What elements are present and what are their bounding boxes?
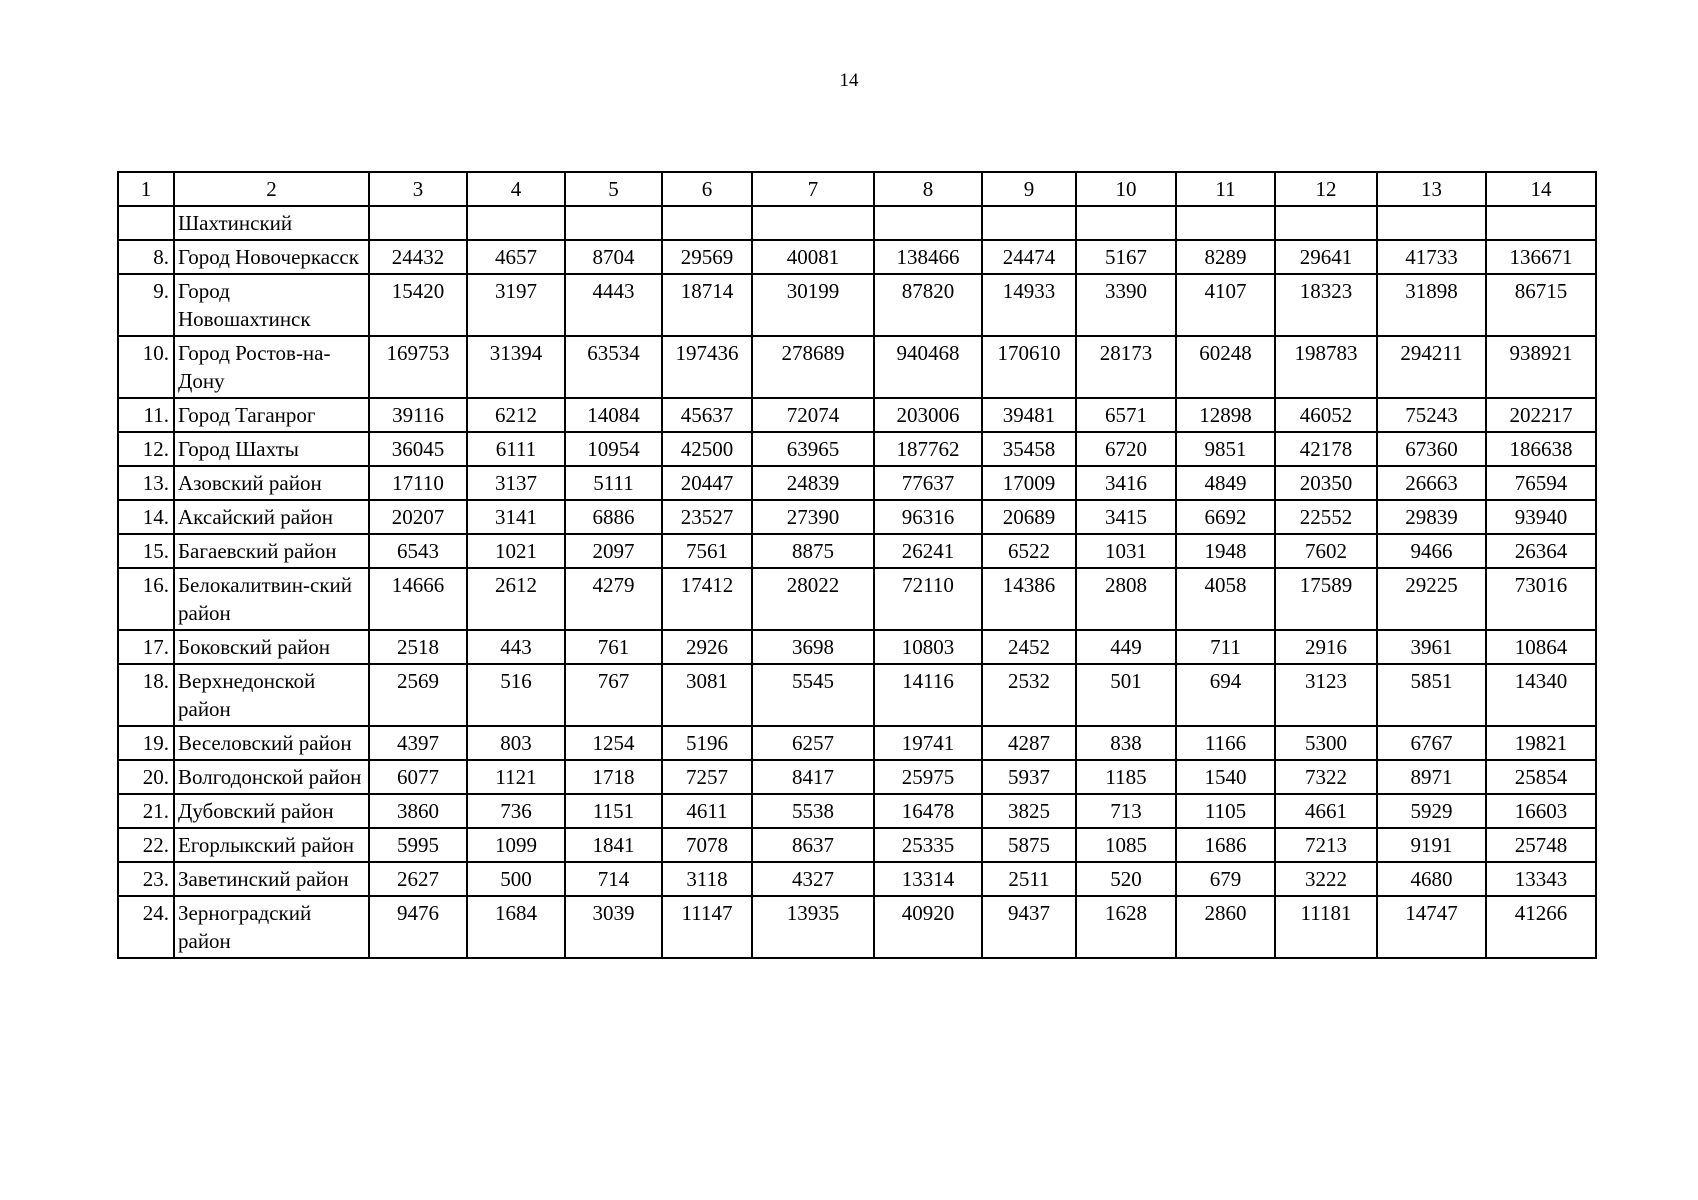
value-cell: 9466 [1377,534,1486,568]
value-cell: 136671 [1486,240,1596,274]
table-row [118,794,1596,828]
value-cell: 24432 [369,240,467,274]
value-cell: 6571 [1076,398,1176,432]
value-cell: 3961 [1377,630,1486,664]
value-cell: 294211 [1377,336,1486,398]
value-cell: 4657 [467,240,565,274]
value-cell: 39481 [982,398,1076,432]
value-cell: 4107 [1176,274,1275,336]
row-number: 22. [118,828,174,862]
header-cell: 12 [1275,172,1377,206]
value-cell: 18323 [1275,274,1377,336]
value-cell: 6543 [369,534,467,568]
value-cell: 7322 [1275,760,1377,794]
value-cell: 3390 [1076,274,1176,336]
header-cell: 14 [1486,172,1596,206]
value-cell [1076,206,1176,240]
value-cell: 501 [1076,664,1176,726]
header-cell: 2 [174,172,369,206]
value-cell: 7257 [662,760,752,794]
value-cell: 19821 [1486,726,1596,760]
value-cell: 3081 [662,664,752,726]
header-cell: 7 [752,172,874,206]
value-cell: 24474 [982,240,1076,274]
value-cell: 2627 [369,862,467,896]
value-cell [1486,206,1596,240]
table-row [118,398,1596,432]
header-cell: 4 [467,172,565,206]
value-cell: 3825 [982,794,1076,828]
value-cell: 9851 [1176,432,1275,466]
value-cell: 186638 [1486,432,1596,466]
value-cell: 31394 [467,336,565,398]
row-name: Заветинский район [174,862,369,896]
value-cell: 2452 [982,630,1076,664]
value-cell: 28173 [1076,336,1176,398]
value-cell: 46052 [1275,398,1377,432]
value-cell: 1628 [1076,896,1176,958]
value-cell: 5875 [982,828,1076,862]
value-cell: 3141 [467,500,565,534]
value-cell: 8971 [1377,760,1486,794]
row-name: Веселовский район [174,726,369,760]
value-cell: 2926 [662,630,752,664]
value-cell: 14084 [565,398,662,432]
header-cell: 5 [565,172,662,206]
value-cell: 11147 [662,896,752,958]
value-cell: 170610 [982,336,1076,398]
value-cell: 86715 [1486,274,1596,336]
value-cell: 202217 [1486,398,1596,432]
value-cell: 27390 [752,500,874,534]
value-cell: 3698 [752,630,874,664]
value-cell: 63534 [565,336,662,398]
value-cell: 5167 [1076,240,1176,274]
value-cell [1275,206,1377,240]
value-cell: 7078 [662,828,752,862]
value-cell: 197436 [662,336,752,398]
value-cell: 8875 [752,534,874,568]
value-cell: 20689 [982,500,1076,534]
table-row [118,466,1596,500]
table-row [118,534,1596,568]
value-cell: 1948 [1176,534,1275,568]
value-cell: 516 [467,664,565,726]
value-cell [752,206,874,240]
value-cell: 6212 [467,398,565,432]
value-cell: 4611 [662,794,752,828]
header-cell: 8 [874,172,982,206]
table-row [118,630,1596,664]
value-cell: 1254 [565,726,662,760]
value-cell: 138466 [874,240,982,274]
value-cell: 6522 [982,534,1076,568]
row-name: Азовский район [174,466,369,500]
value-cell: 24839 [752,466,874,500]
value-cell: 3118 [662,862,752,896]
value-cell: 5929 [1377,794,1486,828]
value-cell: 1021 [467,534,565,568]
value-cell: 520 [1076,862,1176,896]
row-number: 12. [118,432,174,466]
value-cell: 6720 [1076,432,1176,466]
value-cell: 1718 [565,760,662,794]
row-number: 16. [118,568,174,630]
value-cell: 679 [1176,862,1275,896]
row-name: Город Новошахтинск [174,274,369,336]
value-cell: 40920 [874,896,982,958]
row-number: 20. [118,760,174,794]
header-cell: 11 [1176,172,1275,206]
value-cell: 19741 [874,726,982,760]
value-cell [1176,206,1275,240]
table-row [118,206,1596,240]
value-cell: 2612 [467,568,565,630]
row-number [118,206,174,240]
value-cell: 20350 [1275,466,1377,500]
value-cell: 41266 [1486,896,1596,958]
value-cell [369,206,467,240]
value-cell: 73016 [1486,568,1596,630]
value-cell: 7602 [1275,534,1377,568]
row-name: Город Новочеркасск [174,240,369,274]
value-cell: 42500 [662,432,752,466]
value-cell: 1841 [565,828,662,862]
value-cell: 63965 [752,432,874,466]
value-cell: 4397 [369,726,467,760]
value-cell: 2532 [982,664,1076,726]
value-cell: 25975 [874,760,982,794]
value-cell: 29225 [1377,568,1486,630]
value-cell: 13343 [1486,862,1596,896]
value-cell: 4849 [1176,466,1275,500]
value-cell: 25854 [1486,760,1596,794]
table-row [118,568,1596,630]
value-cell: 838 [1076,726,1176,760]
table-row [118,240,1596,274]
value-cell: 45637 [662,398,752,432]
value-cell: 1105 [1176,794,1275,828]
value-cell: 39116 [369,398,467,432]
value-cell: 9191 [1377,828,1486,862]
value-cell: 14386 [982,568,1076,630]
value-cell: 761 [565,630,662,664]
value-cell: 6886 [565,500,662,534]
value-cell: 3039 [565,896,662,958]
row-number: 8. [118,240,174,274]
value-cell: 9437 [982,896,1076,958]
row-number: 13. [118,466,174,500]
header-cell: 10 [1076,172,1176,206]
row-number: 17. [118,630,174,664]
value-cell: 4279 [565,568,662,630]
value-cell: 8637 [752,828,874,862]
value-cell: 93940 [1486,500,1596,534]
value-cell: 40081 [752,240,874,274]
value-cell: 6257 [752,726,874,760]
value-cell: 15420 [369,274,467,336]
value-cell: 2808 [1076,568,1176,630]
value-cell: 42178 [1275,432,1377,466]
value-cell: 3415 [1076,500,1176,534]
value-cell: 76594 [1486,466,1596,500]
value-cell: 5995 [369,828,467,862]
header-cell: 6 [662,172,752,206]
row-name: Волгодонской район [174,760,369,794]
value-cell: 2518 [369,630,467,664]
value-cell: 4680 [1377,862,1486,896]
header-cell: 3 [369,172,467,206]
value-cell: 3137 [467,466,565,500]
value-cell: 13935 [752,896,874,958]
value-cell: 169753 [369,336,467,398]
value-cell: 28022 [752,568,874,630]
value-cell: 25748 [1486,828,1596,862]
value-cell: 23527 [662,500,752,534]
row-number: 21. [118,794,174,828]
table-row [118,664,1596,726]
value-cell [662,206,752,240]
value-cell: 198783 [1275,336,1377,398]
value-cell: 20447 [662,466,752,500]
value-cell [1377,206,1486,240]
value-cell: 1185 [1076,760,1176,794]
value-cell: 5851 [1377,664,1486,726]
table-row [118,336,1596,398]
row-number: 11. [118,398,174,432]
value-cell: 714 [565,862,662,896]
row-number: 10. [118,336,174,398]
value-cell: 26241 [874,534,982,568]
row-name: Дубовский район [174,794,369,828]
value-cell: 60248 [1176,336,1275,398]
table-body [118,206,1596,958]
value-cell: 14340 [1486,664,1596,726]
row-name: Белокалитвин-ский район [174,568,369,630]
row-name: Егорлыкский район [174,828,369,862]
header-cell: 9 [982,172,1076,206]
value-cell: 500 [467,862,565,896]
value-cell [982,206,1076,240]
value-cell: 77637 [874,466,982,500]
row-name: Верхнедонской район [174,664,369,726]
value-cell: 12898 [1176,398,1275,432]
value-cell: 10864 [1486,630,1596,664]
value-cell: 4058 [1176,568,1275,630]
header-cell: 13 [1377,172,1486,206]
value-cell: 72074 [752,398,874,432]
value-cell: 5937 [982,760,1076,794]
value-cell: 1085 [1076,828,1176,862]
row-name: Город Шахты [174,432,369,466]
table-row [118,726,1596,760]
value-cell: 8289 [1176,240,1275,274]
header-row [118,172,1596,206]
value-cell: 9476 [369,896,467,958]
value-cell: 72110 [874,568,982,630]
table-row [118,862,1596,896]
value-cell: 16478 [874,794,982,828]
value-cell: 6111 [467,432,565,466]
value-cell: 6767 [1377,726,1486,760]
row-name: Аксайский район [174,500,369,534]
value-cell: 1166 [1176,726,1275,760]
row-number: 19. [118,726,174,760]
value-cell: 36045 [369,432,467,466]
row-number: 9. [118,274,174,336]
value-cell: 449 [1076,630,1176,664]
value-cell: 803 [467,726,565,760]
value-cell: 3416 [1076,466,1176,500]
value-cell: 443 [467,630,565,664]
value-cell: 31898 [1377,274,1486,336]
value-cell: 41733 [1377,240,1486,274]
value-cell: 2916 [1275,630,1377,664]
value-cell: 20207 [369,500,467,534]
value-cell: 3860 [369,794,467,828]
value-cell: 29641 [1275,240,1377,274]
value-cell: 30199 [752,274,874,336]
value-cell: 713 [1076,794,1176,828]
value-cell: 3123 [1275,664,1377,726]
value-cell: 14666 [369,568,467,630]
value-cell: 3197 [467,274,565,336]
table-row [118,500,1596,534]
value-cell: 13314 [874,862,982,896]
value-cell: 17009 [982,466,1076,500]
value-cell: 29569 [662,240,752,274]
value-cell: 8704 [565,240,662,274]
value-cell: 6077 [369,760,467,794]
value-cell: 5300 [1275,726,1377,760]
value-cell: 1540 [1176,760,1275,794]
value-cell: 26663 [1377,466,1486,500]
value-cell: 7561 [662,534,752,568]
value-cell: 10954 [565,432,662,466]
value-cell: 736 [467,794,565,828]
value-cell: 711 [1176,630,1275,664]
value-cell: 6692 [1176,500,1275,534]
value-cell: 26364 [1486,534,1596,568]
table-row [118,896,1596,958]
row-number: 24. [118,896,174,958]
table-row [118,760,1596,794]
value-cell: 694 [1176,664,1275,726]
value-cell: 5545 [752,664,874,726]
row-name: Боковский район [174,630,369,664]
page-number: 14 [839,70,859,91]
value-cell: 11181 [1275,896,1377,958]
value-cell: 18714 [662,274,752,336]
value-cell: 96316 [874,500,982,534]
value-cell: 17110 [369,466,467,500]
value-cell: 4287 [982,726,1076,760]
value-cell: 87820 [874,274,982,336]
value-cell: 29839 [1377,500,1486,534]
value-cell: 2860 [1176,896,1275,958]
value-cell [874,206,982,240]
row-number: 18. [118,664,174,726]
table-row [118,432,1596,466]
value-cell: 14933 [982,274,1076,336]
value-cell: 5196 [662,726,752,760]
value-cell: 1686 [1176,828,1275,862]
value-cell: 203006 [874,398,982,432]
value-cell [467,206,565,240]
value-cell: 767 [565,664,662,726]
value-cell: 278689 [752,336,874,398]
value-cell: 8417 [752,760,874,794]
value-cell: 2097 [565,534,662,568]
data-table [117,171,1597,959]
value-cell: 17412 [662,568,752,630]
value-cell: 10803 [874,630,982,664]
value-cell: 22552 [1275,500,1377,534]
row-name: Зерноградский район [174,896,369,958]
value-cell: 67360 [1377,432,1486,466]
row-name: Шахтинский [174,206,369,240]
value-cell: 14747 [1377,896,1486,958]
value-cell: 16603 [1486,794,1596,828]
table-row [118,274,1596,336]
value-cell [565,206,662,240]
header-cell: 1 [118,172,174,206]
row-name: Багаевский район [174,534,369,568]
row-number: 14. [118,500,174,534]
value-cell: 3222 [1275,862,1377,896]
value-cell: 187762 [874,432,982,466]
row-name: Город Ростов-на-Дону [174,336,369,398]
value-cell: 7213 [1275,828,1377,862]
table-header [118,172,1596,206]
row-number: 23. [118,862,174,896]
value-cell: 75243 [1377,398,1486,432]
value-cell: 1099 [467,828,565,862]
value-cell: 17589 [1275,568,1377,630]
value-cell: 14116 [874,664,982,726]
value-cell: 4661 [1275,794,1377,828]
table-row [118,828,1596,862]
value-cell: 940468 [874,336,982,398]
value-cell: 5111 [565,466,662,500]
value-cell: 5538 [752,794,874,828]
value-cell: 2569 [369,664,467,726]
value-cell: 4443 [565,274,662,336]
value-cell: 35458 [982,432,1076,466]
row-name: Город Таганрог [174,398,369,432]
value-cell: 938921 [1486,336,1596,398]
value-cell: 1121 [467,760,565,794]
value-cell: 1031 [1076,534,1176,568]
value-cell: 25335 [874,828,982,862]
value-cell: 2511 [982,862,1076,896]
value-cell: 1151 [565,794,662,828]
row-number: 15. [118,534,174,568]
value-cell: 1684 [467,896,565,958]
value-cell: 4327 [752,862,874,896]
